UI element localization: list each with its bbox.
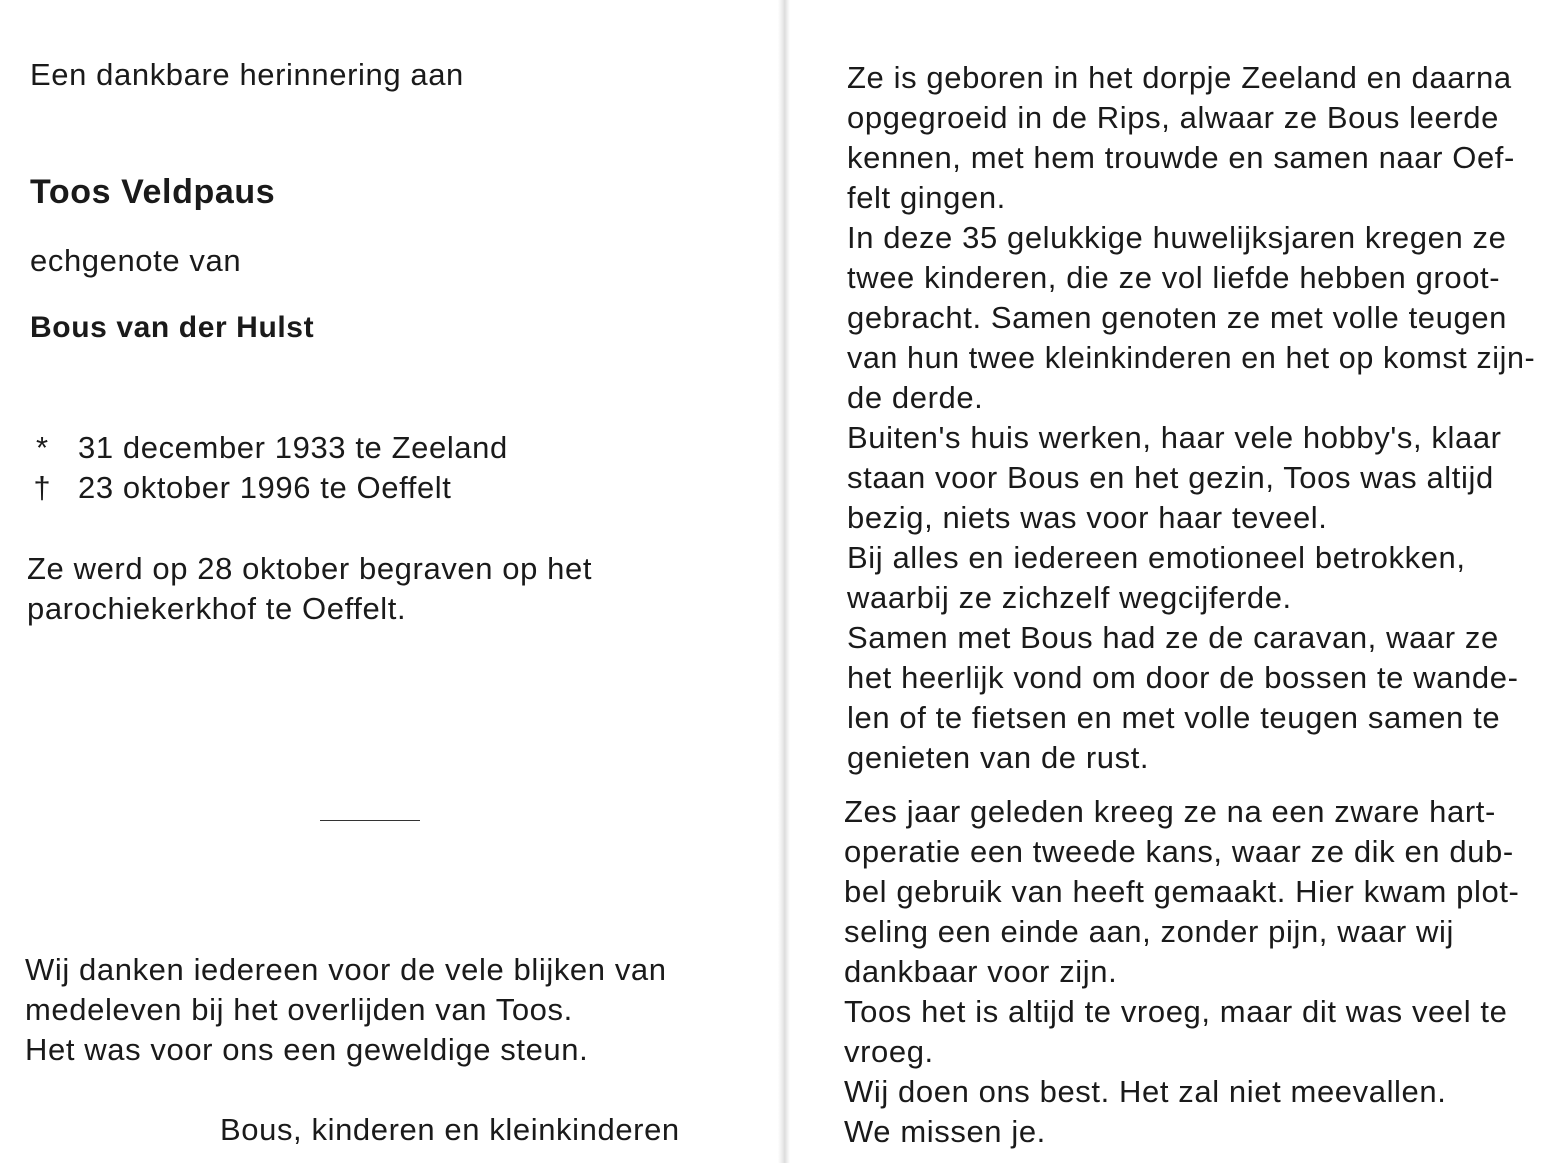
story-line: Buiten's huis werken, haar vele hobby's, klaar bbox=[847, 420, 1502, 455]
story-line: len of te fietsen en met volle teugen samen te bbox=[847, 700, 1501, 735]
story-line: kennen, met hem trouwde en samen naar Oef- bbox=[847, 140, 1515, 175]
story-line: het heerlijk vond om door de bossen te wande- bbox=[847, 660, 1519, 695]
story-line: genieten van de rust. bbox=[847, 740, 1150, 775]
story-line: van hun twee kleinkinderen en het op komst zijn- bbox=[847, 341, 1536, 375]
story-paragraph bbox=[847, 58, 1537, 778]
story-line: twee kinderen, die ze vol liefde hebben groot- bbox=[847, 260, 1501, 295]
story-line: Samen met Bous had ze de caravan, waar ze bbox=[847, 620, 1499, 655]
thanks-paragraph bbox=[25, 950, 745, 1070]
story-line: In deze 35 gelukkige huwelijksjaren kregen ze bbox=[847, 220, 1507, 255]
story-line: Bij alles en iedereen emotioneel betrokken, bbox=[847, 540, 1466, 575]
birth-star-icon: * bbox=[35, 430, 49, 465]
deceased-name: Toos Veldpaus bbox=[30, 173, 276, 211]
closing-line: seling een einde aan, zonder pijn, waar wij bbox=[844, 914, 1455, 949]
signature: Bous, kinderen en kleinkinderen bbox=[220, 1112, 680, 1147]
right-page bbox=[790, 0, 1566, 1163]
thanks-line: medeleven bij het overlijden van Toos. bbox=[25, 992, 573, 1027]
closing-line: We missen je. bbox=[844, 1114, 1046, 1149]
story-line: staan voor Bous en het gezin, Toos was altijd bbox=[847, 460, 1494, 495]
intro-text: Een dankbare herinnering aan bbox=[30, 57, 464, 92]
story-line: waarbij ze zichzelf wegcijferde. bbox=[847, 580, 1292, 615]
closing-paragraph bbox=[844, 792, 1538, 1152]
spouse-label: echgenote van bbox=[30, 243, 242, 278]
story-line: opgegroeid in de Rips, alwaar ze Bous leerde bbox=[847, 100, 1499, 135]
closing-line: Zes jaar geleden kreeg ze na een zware hart- bbox=[844, 794, 1496, 829]
death-date: 23 oktober 1996 te Oeffelt bbox=[78, 470, 452, 505]
burial-line: parochiekerkhof te Oeffelt. bbox=[27, 591, 407, 626]
story-line: bezig, niets was voor haar teveel. bbox=[847, 500, 1328, 535]
left-page bbox=[0, 0, 780, 1163]
closing-line: bel gebruik van heeft gemaakt. Hier kwam plot- bbox=[844, 874, 1520, 909]
closing-line: operatie een tweede kans, waar ze dik en dub- bbox=[844, 834, 1514, 869]
thanks-line: Het was voor ons een geweldige steun. bbox=[25, 1032, 589, 1067]
burial-paragraph bbox=[27, 549, 727, 629]
closing-line: dankbaar voor zijn. bbox=[844, 954, 1118, 989]
closing-line: Wij doen ons best. Het zal niet meevallen. bbox=[844, 1074, 1447, 1109]
closing-line: Toos het is altijd te vroeg, maar dit was veel te bbox=[844, 994, 1508, 1029]
birth-date: 31 december 1933 te Zeeland bbox=[78, 430, 508, 465]
story-line: felt gingen. bbox=[847, 180, 1006, 215]
story-line: de derde. bbox=[847, 380, 984, 415]
closing-line: vroeg. bbox=[844, 1034, 934, 1069]
spouse-name: Bous van der Hulst bbox=[30, 311, 315, 344]
story-line: gebracht. Samen genoten ze met volle teugen bbox=[847, 300, 1507, 335]
divider bbox=[320, 820, 420, 821]
story-line: Ze is geboren in het dorpje Zeeland en daarna bbox=[847, 60, 1512, 95]
burial-line: Ze werd op 28 oktober begraven op het bbox=[27, 551, 593, 586]
thanks-line: Wij danken iedereen voor de vele blijken van bbox=[25, 952, 667, 987]
death-cross-icon: † bbox=[33, 470, 51, 505]
